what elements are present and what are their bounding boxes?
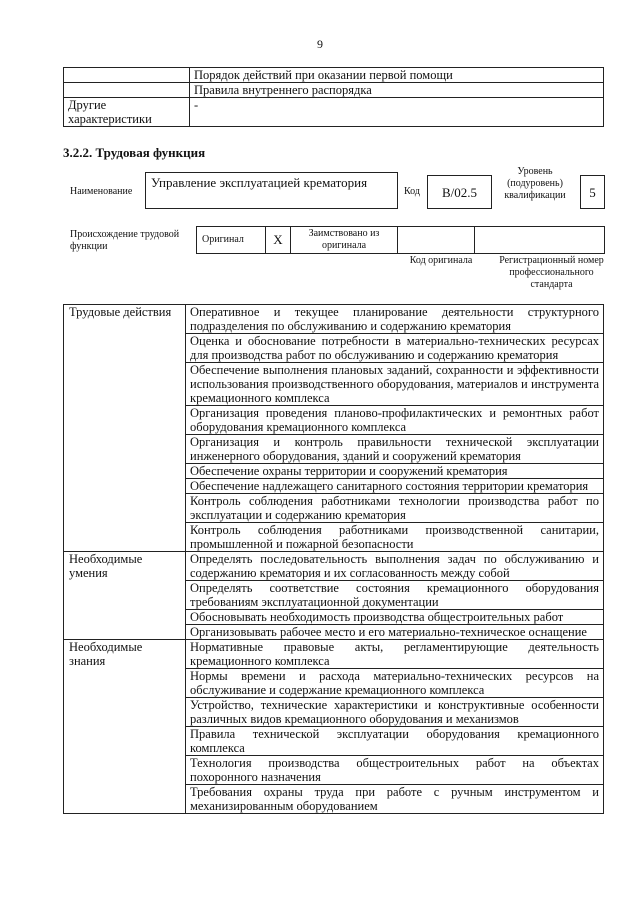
group-title-cell: Необходимые умения <box>64 552 186 581</box>
table-row <box>64 334 604 363</box>
group-title-cell <box>64 435 186 464</box>
list-item: Обеспечение надлежащего санитарного состояния территории крематория <box>186 479 604 494</box>
original-mark: X <box>266 227 291 254</box>
list-item: Обеспечение охраны территории и сооружений крематория <box>186 464 604 479</box>
function-name-box: Управление эксплуатацией крематория <box>145 172 398 209</box>
section-title: 3.2.2. Трудовая функция <box>63 145 206 160</box>
group-title-cell <box>64 625 186 640</box>
group-title-cell <box>64 494 186 523</box>
table-row <box>64 581 604 610</box>
list-item: Технология производства общестроительных работ на объектах похоронного назначения <box>186 756 604 785</box>
table-row <box>64 68 604 83</box>
list-item: Оперативное и текущее планирование деятельности структурного подразделения по обслуживанию и содержанию крематория <box>186 305 604 334</box>
row-label: Другие характеристики <box>64 98 190 127</box>
registration-number-caption: Регистрационный номер профессионального стандарта <box>499 255 604 290</box>
group-title-cell <box>64 727 186 756</box>
group-title-cell <box>64 610 186 625</box>
table-row <box>197 227 605 254</box>
table-row <box>64 83 604 98</box>
original-code-caption: Код оригинала <box>409 255 473 266</box>
table-row <box>64 464 604 479</box>
labor-function-table <box>63 304 604 814</box>
original-label: Оригинал <box>197 227 266 254</box>
previous-function-table <box>63 67 604 127</box>
origin-code-cell <box>398 227 475 254</box>
table-row <box>64 698 604 727</box>
table-row <box>64 305 604 334</box>
group-title-cell <box>64 464 186 479</box>
table-row <box>64 494 604 523</box>
list-item: Организация проведения планово-профилактических и ремонтных работ оборудования кремационного комплекса <box>186 406 604 435</box>
row-value: Порядок действий при оказании первой помощи <box>190 68 604 83</box>
list-item: Требования охраны труда при работе с ручным инструментом и механизированным оборудованием <box>186 785 604 814</box>
list-item: Правила технической эксплуатации оборудования кремационного комплекса <box>186 727 604 756</box>
table-row <box>64 98 604 127</box>
group-title-cell: Необходимые знания <box>64 640 186 669</box>
qualification-level-label: Уровень (подуровень) квалификации <box>504 166 566 201</box>
table-row <box>64 479 604 494</box>
list-item: Контроль соблюдения работниками производственной санитарии, промышленной и пожарной безопасности <box>186 523 604 552</box>
group-title-cell <box>64 785 186 814</box>
table-row <box>64 406 604 435</box>
group-title-cell <box>64 406 186 435</box>
borrowed-label: Заимствовано из оригинала <box>291 227 398 254</box>
list-item: Оценка и обоснование потребности в материально-технических ресурсах для производства работ по обслуживанию и содержанию крематория <box>186 334 604 363</box>
table-row <box>64 625 604 640</box>
table-row <box>64 363 604 406</box>
table-row <box>64 523 604 552</box>
list-item: Обеспечение выполнения плановых заданий, сохранности и эффективности использования производственного оборудования, материалов и инструмента кремационного комплекса <box>186 363 604 406</box>
table-row <box>64 669 604 698</box>
list-item: Нормы времени и расхода материально-технических ресурсов на обслуживание и содержание кремационного комплекса <box>186 669 604 698</box>
function-code-box: В/02.5 <box>427 175 492 209</box>
table-row <box>64 727 604 756</box>
page-number: 9 <box>317 37 323 51</box>
group-title-cell <box>64 581 186 610</box>
table-row <box>64 435 604 464</box>
group-title-cell <box>64 669 186 698</box>
list-item: Определять последовательность выполнения задач по обслуживанию и содержанию крематория и их согласованность между собой <box>186 552 604 581</box>
group-title-cell <box>64 363 186 406</box>
list-item: Контроль соблюдения работниками технологии производства работ по эксплуатации и содержанию крематория <box>186 494 604 523</box>
group-title-cell <box>64 698 186 727</box>
code-label: Код <box>404 186 420 197</box>
row-value: - <box>190 98 604 127</box>
origin-label: Происхождение трудовой функции <box>70 229 180 252</box>
name-label: Наименование <box>70 186 133 197</box>
group-title-cell <box>64 334 186 363</box>
table-row <box>64 610 604 625</box>
row-value: Правила внутреннего распорядка <box>190 83 604 98</box>
list-item: Устройство, технические характеристики и конструктивные особенности различных видов кремационного оборудования и механизмов <box>186 698 604 727</box>
row-label <box>64 68 190 83</box>
table-row <box>64 756 604 785</box>
list-item: Определять соответствие состояния кремационного оборудования требованиям эксплуатационной документации <box>186 581 604 610</box>
table-row <box>64 785 604 814</box>
qualification-level-box: 5 <box>580 175 605 209</box>
list-item: Организация и контроль правильности технической эксплуатации инженерного оборудования, зданий и сооружений крематория <box>186 435 604 464</box>
group-title-cell <box>64 479 186 494</box>
group-title-cell <box>64 523 186 552</box>
origin-table <box>196 226 605 254</box>
list-item: Нормативные правовые акты, регламентирующие деятельность кремационного комплекса <box>186 640 604 669</box>
table-row <box>64 552 604 581</box>
table-row <box>64 640 604 669</box>
registration-number-cell <box>475 227 605 254</box>
list-item: Организовывать рабочее место и его материально-техническое оснащение <box>186 625 604 640</box>
group-title-cell: Трудовые действия <box>64 305 186 334</box>
row-label <box>64 83 190 98</box>
group-title-cell <box>64 756 186 785</box>
list-item: Обосновывать необходимость производства общестроительных работ <box>186 610 604 625</box>
